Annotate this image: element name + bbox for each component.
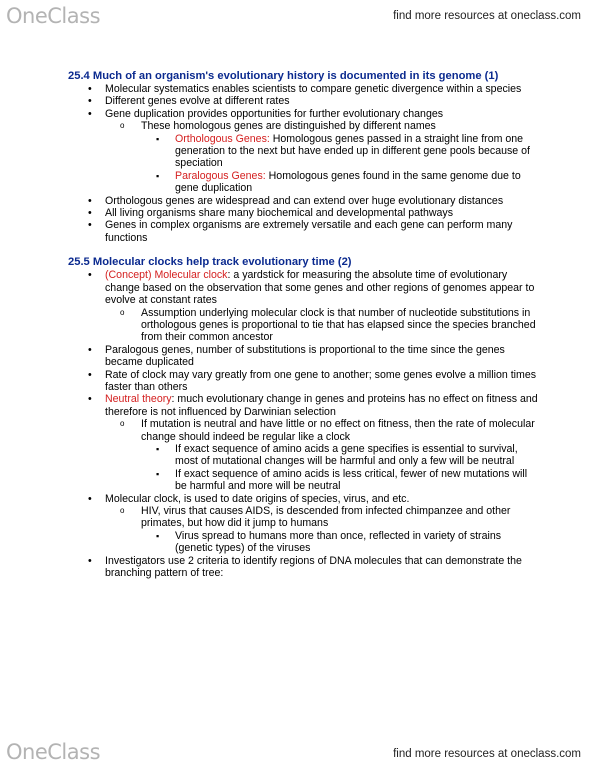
list-item xyxy=(68,344,538,369)
bullet-text: If mutation is neutral and have little or no effect on fitness, then the rate of molecular change should indeed be regular like a clock xyxy=(141,418,535,443)
oneclass-logo: OneClass xyxy=(6,4,101,28)
sublist xyxy=(105,307,538,344)
list-item xyxy=(68,505,538,555)
bullet-text: HIV, virus that causes AIDS, is descended from infected chimpanzee and other primates, but how did it jump to humans xyxy=(141,505,511,530)
list-item xyxy=(68,108,538,195)
bullet-text: If exact sequence of amino acids a gene specifies is essential to survival, most of mutational changes will be harmful and only a few will be neutral xyxy=(175,442,518,468)
list-item xyxy=(68,83,538,95)
definition-text: : a yardstick for measuring the absolute time of evolutionary change based on the observation that some genes and other regions of genomes appear to evolve at constant rates xyxy=(105,269,535,307)
sublist xyxy=(105,120,538,194)
bullet-text: Rate of clock may vary greatly from one gene to another; some genes evolve a million times faster than others xyxy=(105,368,537,393)
definition-text: Homologous genes passed in a straight line from one generation to the next but have ended up in different gene pools because of speciation xyxy=(175,132,530,170)
sublist xyxy=(105,418,538,492)
list-item xyxy=(68,133,538,170)
section-heading-25-5: 25.5 Molecular clocks help track evolutionary time (2) xyxy=(68,256,352,269)
list-item xyxy=(68,443,538,468)
list-item xyxy=(68,493,538,555)
bullet-text: Molecular systematics enables scientists to compare genetic divergence within a species xyxy=(105,83,522,95)
list-item xyxy=(68,269,538,343)
list-item xyxy=(68,369,538,394)
list-item xyxy=(68,207,538,219)
definition-text: Homologous genes found in the same genome due to gene duplication xyxy=(175,169,521,195)
bullet-text: Orthologous genes are widespread and can extend over huge evolutionary distances xyxy=(105,194,504,207)
bullet-text: If exact sequence of amino acids is less critical, fewer of new mutations will be harmful and more will be neutral xyxy=(175,467,528,493)
bullet-text: Assumption underlying molecular clock is that number of nucleotide substitutions in orthologous genes is proportional to tie that has elapsed since the species branched from their common ancestor xyxy=(141,306,536,344)
oneclass-logo: OneClass xyxy=(6,740,101,764)
term-neutral-theory: Neutral theory xyxy=(105,393,172,406)
bullet-text: Virus spread to humans more than once, reflected in variety of strains (genetic types) of the viruses xyxy=(175,529,502,555)
bullet-text: Paralogous genes, number of substitutions is proportional to the time since the genes became duplicated xyxy=(105,343,505,369)
list-item xyxy=(68,219,538,244)
section-25-5-list xyxy=(68,269,538,579)
section-heading-25-4: 25.4 Much of an organism's evolutionary history is documented in its genome (1) xyxy=(68,70,499,82)
definition-text: : much evolutionary change in genes and proteins has no effect on fitness and therefore is not influenced by Darwinian selection xyxy=(105,393,538,418)
bullet-text: All living organisms share many biochemical and developmental pathways xyxy=(105,207,454,220)
document-body xyxy=(68,70,538,579)
list-item xyxy=(68,95,538,107)
list-item xyxy=(68,307,538,344)
term-orthologous-genes: Orthologous Genes: xyxy=(175,132,270,145)
list-item xyxy=(68,170,538,195)
section-25-4-list xyxy=(68,83,538,244)
list-item xyxy=(68,195,538,207)
term-paralogous-genes: Paralogous Genes: xyxy=(175,169,266,182)
bullet-text: Different genes evolve at different rates xyxy=(105,95,290,108)
list-item xyxy=(68,120,538,194)
list-item xyxy=(68,468,538,493)
bullet-text: Gene duplication provides opportunities for further evolutionary changes xyxy=(105,107,444,120)
resources-link[interactable]: find more resources at oneclass.com xyxy=(393,10,581,22)
list-item xyxy=(68,418,538,492)
term-molecular-clock: (Concept) Molecular clock xyxy=(105,269,228,282)
list-item xyxy=(68,530,538,555)
resources-link[interactable]: find more resources at oneclass.com xyxy=(393,748,581,760)
list-item xyxy=(68,393,538,492)
bullet-text: Genes in complex organisms are extremely versatile and each gene can perform many functions xyxy=(105,219,513,244)
sublist xyxy=(105,505,538,555)
list-item xyxy=(68,555,538,580)
sublist xyxy=(141,443,538,493)
sublist xyxy=(141,530,538,555)
bullet-text: Molecular clock, is used to date origins of species, virus, and etc. xyxy=(105,492,410,505)
bullet-text: Investigators use 2 criteria to identify regions of DNA molecules that can demonstrate the branching pattern of tree: xyxy=(105,554,522,580)
sublist xyxy=(141,133,538,195)
bullet-text: These homologous genes are distinguished by different names xyxy=(141,120,436,133)
